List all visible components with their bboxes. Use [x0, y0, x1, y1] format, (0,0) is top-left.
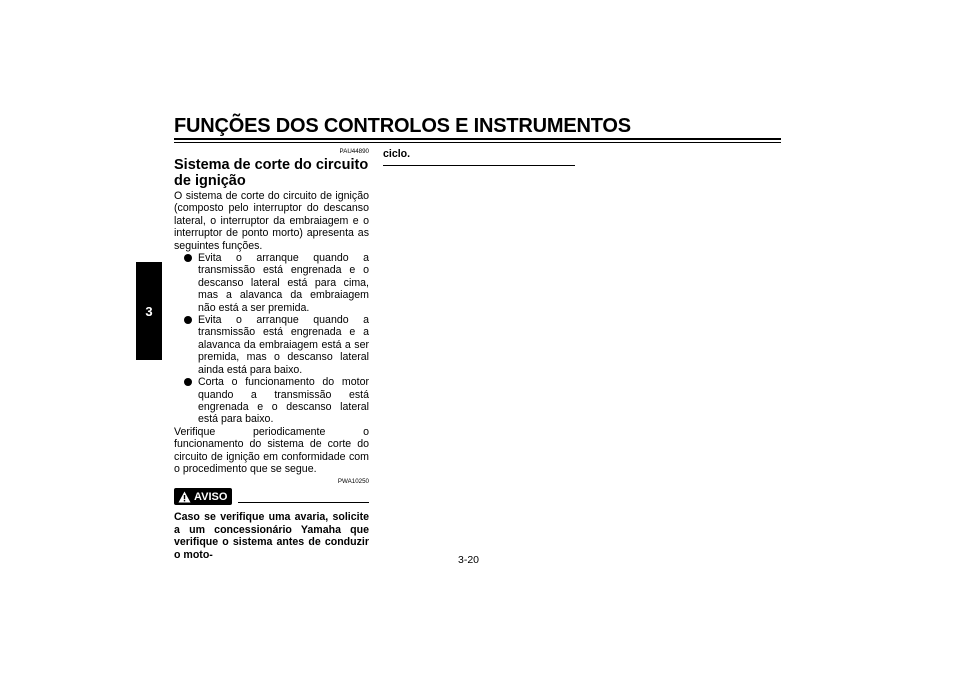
right-column: [383, 148, 575, 166]
warning-code: PWA10250: [337, 478, 369, 486]
warning-end-rule: [383, 165, 575, 166]
list-item: [184, 314, 369, 376]
warning-label: AVISO: [194, 490, 228, 503]
page-number: 3-20: [458, 554, 480, 566]
list-item-text: Evita o arranque quando a transmissão está engrenada e o descanso lateral está para cima, mas a alavanca da embraiagem não está a ser premida.: [198, 252, 369, 314]
header-rule: [174, 138, 781, 140]
warning-header: [174, 488, 369, 505]
left-column: [174, 148, 369, 561]
bullet-icon: [184, 254, 192, 262]
section-title: Sistema de corte do circuito de ignição: [174, 157, 369, 189]
intro-paragraph: O sistema de corte do circuito de ignição (composto pelo interruptor do descanso lateral, o interruptor da embraiagem e o interruptor de ponto morto) apresenta as seguintes funções.: [174, 190, 369, 252]
section-code: PAU44890: [339, 148, 369, 155]
list-item: [184, 252, 369, 314]
warning-text-continued: ciclo.: [383, 148, 411, 160]
warning-rule: [238, 502, 369, 503]
bullet-icon: [184, 378, 192, 386]
warning-badge: [174, 488, 232, 505]
closing-paragraph: Verifique periodicamente o funcionamento do sistema de corte do circuito de ignição em conformidade com o procedimento que se segue.: [174, 425, 369, 475]
header-rule-thin: [174, 142, 781, 143]
chapter-tab: 3: [136, 262, 162, 360]
warning-text: Caso se verifique uma avaria, solicite a um concessionário Yamaha que verifique o sistema antes de conduzir o moto-: [174, 511, 369, 561]
list-item-text: Corta o funcionamento do motor quando a transmissão está engrenada e o descanso lateral está para baixo.: [198, 376, 369, 426]
page-header-title: FUNÇÕES DOS CONTROLOS E INSTRUMENTOS: [174, 115, 631, 137]
warning-triangle-icon: [178, 491, 191, 503]
bullet-icon: [184, 316, 192, 324]
function-list: [174, 252, 369, 426]
list-item: [184, 376, 369, 426]
list-item-text: Evita o arranque quando a transmissão está engrenada e a alavanca da embraiagem está a ser premida, mas o descanso lateral ainda está para baixo.: [198, 314, 369, 376]
